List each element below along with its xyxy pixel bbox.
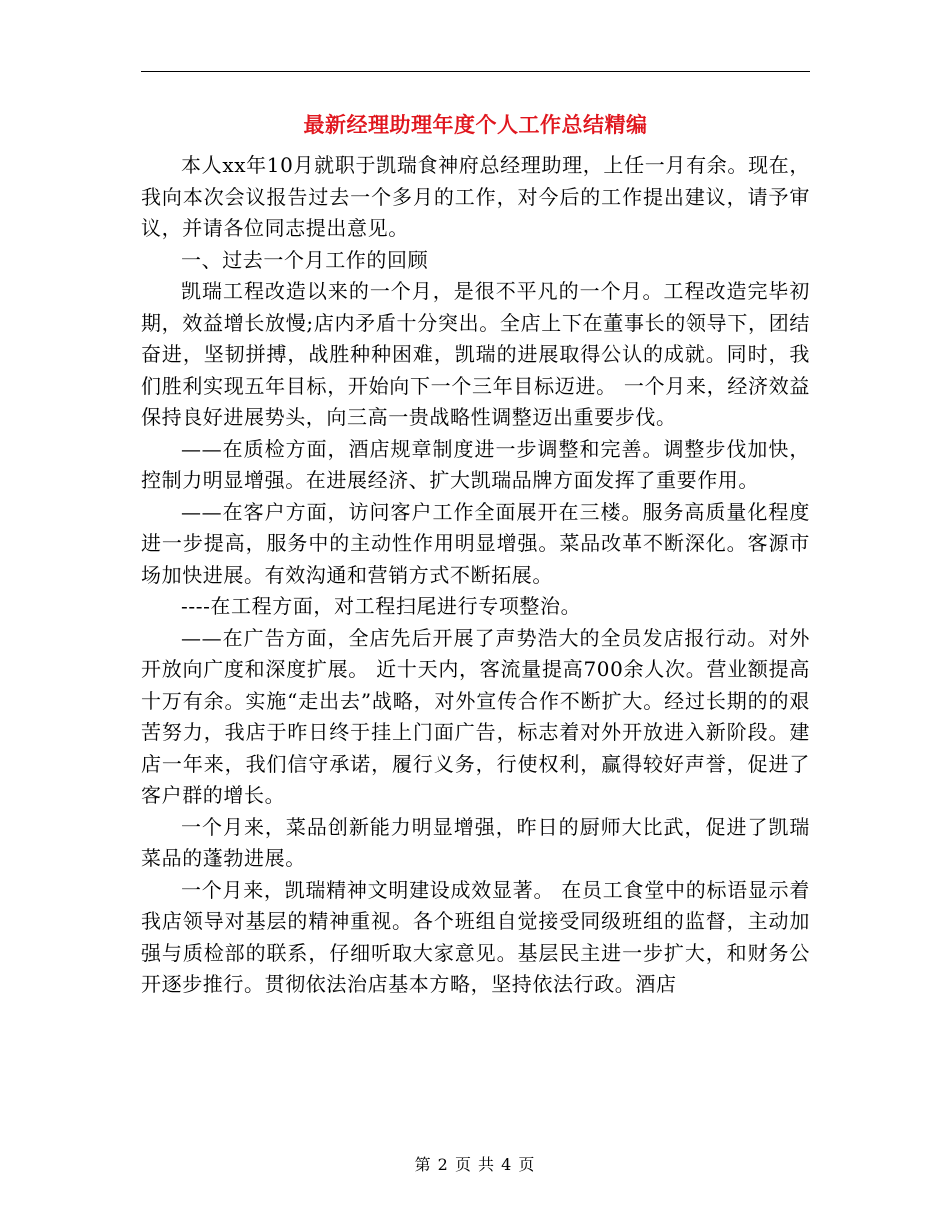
paragraph-engineering: ----在工程方面，对工程扫尾进行专项整治。 <box>181 594 582 618</box>
section-heading: 一、过去一个月工作的回顾 <box>181 247 429 272</box>
header-rule <box>141 71 810 72</box>
paragraph-dishes: 一个月来，菜品创新能力明显增强，昨日的厨师大比武，促进了凯瑞菜品的蓬勃进展。 <box>141 814 810 870</box>
paragraph-quality: ——在质检方面，酒店规章制度进一步调整和完善。调整步伐加快，控制力明显增强。在进展经济、扩大凯瑞品牌方面发挥了重要作用。 <box>141 436 810 492</box>
page-footer: 第 2 页 共 4 页 <box>414 1155 536 1174</box>
paragraph-customer: ——在客户方面，访问客户工作全面展开在三楼。服务高质量化程度进一步提高，服务中的主动性作用明显增强。菜品改革不断深化。客源市场加快进展。有效沟通和营销方式不断拓展。 <box>141 499 810 587</box>
document-body <box>141 150 810 1001</box>
paragraph-culture: 一个月来，凯瑞精神文明建设成效显著。 在员工食堂中的标语显示着我店领导对基层的精神重视。各个班组自觉接受同级班组的监督，主动加强与质检部的联系，仔细听取大家意见。基层民主进一步扩大，和财务公开逐步推行。贯彻依法治店基本方略，坚持依法行政。酒店 <box>141 877 810 996</box>
paragraph-intro: 本人xx年10月就职于凯瑞食神府总经理助理，上任一月有余。现在，我向本次会议报告过去一个多月的工作，对今后的工作提出建议，请予审议，并请各位同志提出意见。 <box>141 153 810 240</box>
paragraph-review: 凯瑞工程改造以来的一个月，是很不平凡的一个月。工程改造完毕初期，效益增长放慢;店内矛盾十分突出。全店上下在董事长的领导下，团结奋进，坚韧拼搏，战胜种种困难，凯瑞的进展取得公认的成就。同时，我们胜利实现五年目标，开始向下一个三年目标迈进。 一个月来，经济效益保持良好进展势头，向三高一贵战略性调整迈出重要步伐。 <box>141 279 810 429</box>
paragraph-advertising: ——在广告方面，全店先后开展了声势浩大的全员发店报行动。对外开放向广度和深度扩展。 近十天内，客流量提高700余人次。营业额提高十万有余。实施“走出去”战略，对外宣传合作不断扩大。经过长期的的艰苦努力，我店于昨日终于挂上门面广告，标志着对外开放进入新阶段。建店一年来，我们信守承诺，履行义务，行使权利，赢得较好声誉，促进了客户群的增长。 <box>141 625 810 807</box>
document-title: 最新经理助理年度个人工作总结精编 <box>303 112 648 137</box>
